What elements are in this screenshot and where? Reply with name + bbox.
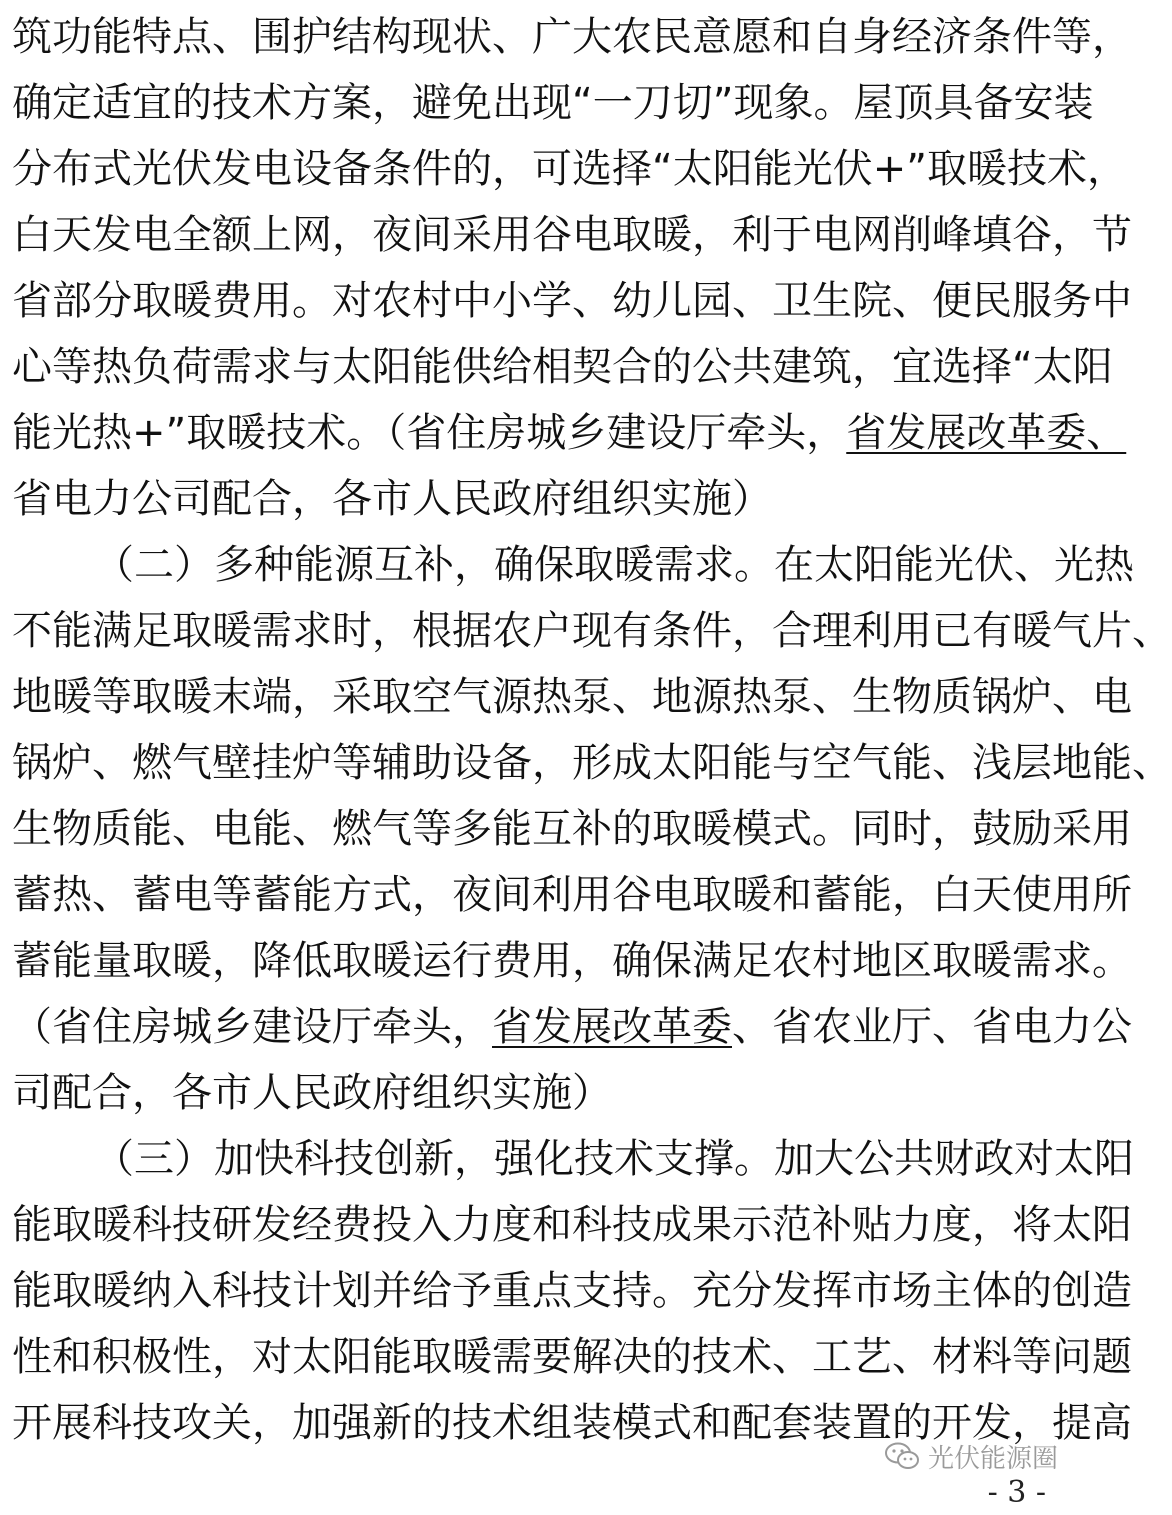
page-number: - 3 - xyxy=(987,1475,1046,1510)
section-heading-line: （二）多种能源互补，确保取暖需求。在太阳能光伏、光热 xyxy=(94,542,1134,588)
text-line: 能取暖纳入科技计划并给予重点支持。充分发挥市场主体的创造 xyxy=(12,1268,1132,1314)
text-segment: 能光热+”取暖技术。（省住房城乡建设厅牵头， xyxy=(12,410,847,456)
text-segment: 、省农业厅、省电力公 xyxy=(732,1004,1132,1050)
text-line: 省电力公司配合，各市人民政府组织实施） xyxy=(12,476,772,522)
text-line xyxy=(12,994,1132,1060)
text-line: 性和积极性，对太阳能取暖需要解决的技术、工艺、材料等问题 xyxy=(12,1334,1132,1380)
text-line: 不能满足取暖需求时，根据农户现有条件，合理利用已有暖气片、 xyxy=(12,608,1172,654)
watermark xyxy=(884,1436,1058,1476)
underlined-text: 省发展改革委、 xyxy=(846,410,1127,456)
underlined-text: 省发展改革委 xyxy=(492,1004,732,1050)
text-line: 白天发电全额上网，夜间采用谷电取暖，利于电网削峰填谷，节 xyxy=(12,212,1132,258)
text-line: 蓄能量取暖，降低取暖运行费用，确保满足农村地区取暖需求。 xyxy=(12,938,1132,984)
text-segment: （省住房城乡建设厅牵头， xyxy=(12,1004,492,1050)
text-line: 开展科技攻关，加强新的技术组装模式和配套装置的开发，提高 xyxy=(12,1400,1132,1446)
text-line xyxy=(12,400,1127,466)
wechat-icon xyxy=(884,1441,920,1471)
watermark-text: 光伏能源圈 xyxy=(927,1443,1058,1474)
text-line: 司配合，各市人民政府组织实施） xyxy=(12,1070,612,1116)
text-line: 蓄热、蓄电等蓄能方式，夜间利用谷电取暖和蓄能，白天使用所 xyxy=(12,872,1132,918)
text-line: 心等热负荷需求与太阳能供给相契合的公共建筑，宜选择“太阳 xyxy=(12,344,1113,390)
section-heading-line: （三）加快科技创新，强化技术支撑。加大公共财政对太阳 xyxy=(94,1136,1134,1182)
text-line: 地暖等取暖末端，采取空气源热泵、地源热泵、生物质锅炉、电 xyxy=(12,674,1132,720)
text-line: 锅炉、燃气壁挂炉等辅助设备，形成太阳能与空气能、浅层地能、 xyxy=(12,740,1172,786)
text-line: 能取暖科技研发经费投入力度和科技成果示范补贴力度，将太阳 xyxy=(12,1202,1132,1248)
text-line: 省部分取暖费用。对农村中小学、幼儿园、卫生院、便民服务中 xyxy=(12,278,1132,324)
text-line: 筑功能特点、围护结构现状、广大农民意愿和自身经济条件等， xyxy=(12,14,1132,60)
text-line: 确定适宜的技术方案，避免出现“一刀切”现象。屋顶具备安装 xyxy=(12,80,1094,126)
text-line: 生物质能、电能、燃气等多能互补的取暖模式。同时，鼓励采用 xyxy=(12,806,1132,852)
text-line: 分布式光伏发电设备条件的，可选择“太阳能光伏+”取暖技术， xyxy=(12,146,1127,192)
